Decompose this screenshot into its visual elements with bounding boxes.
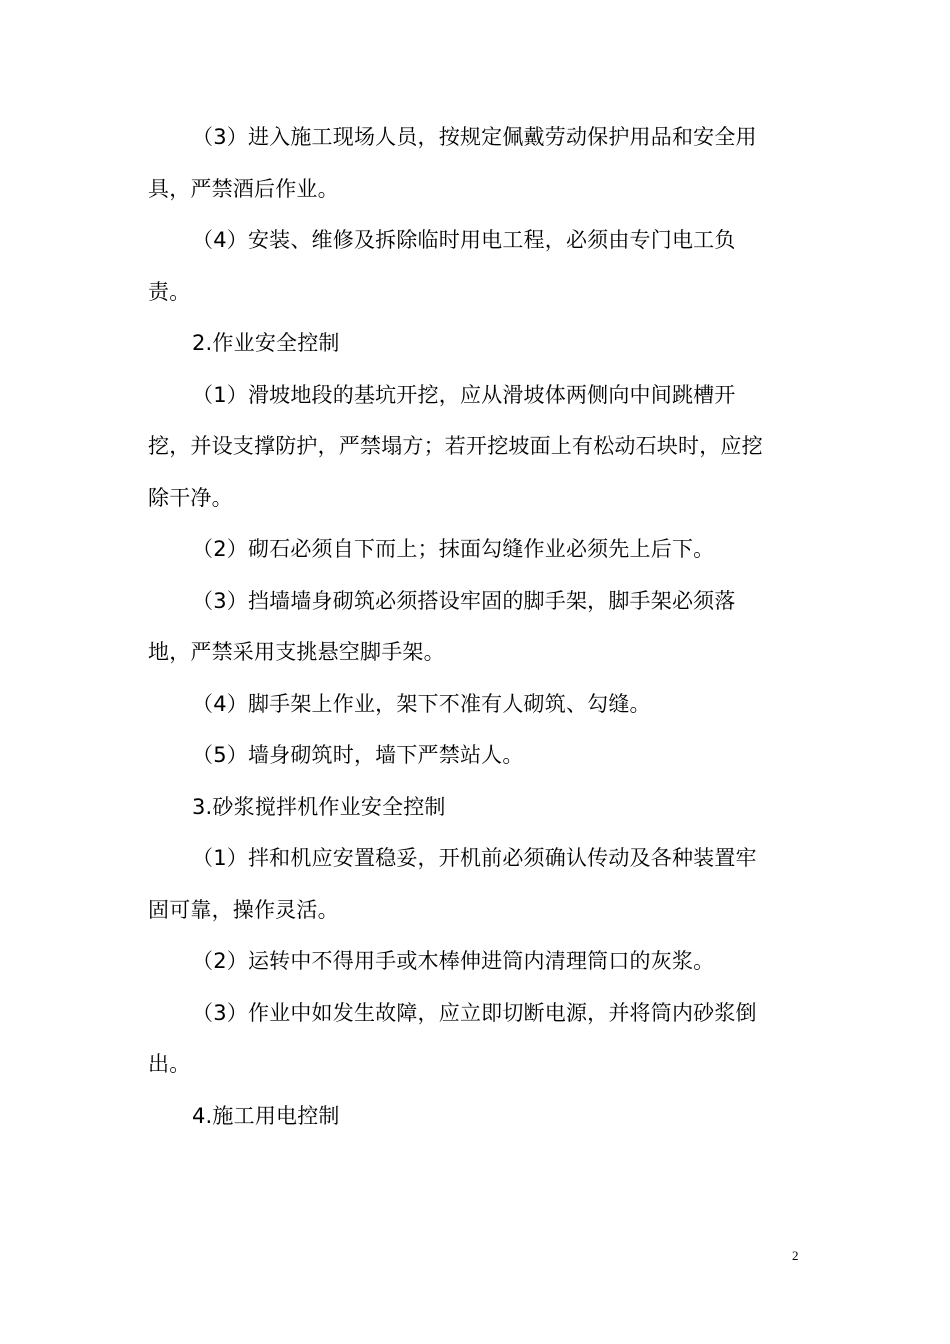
section-heading: 3.砂浆搅拌机作业安全控制 <box>192 794 446 819</box>
paragraph-line: （3）挡墙墙身砌筑必须搭设牢固的脚手架，脚手架必须落 <box>192 588 736 613</box>
paragraph-line: 挖，并设支撑防护，严禁塌方；若开挖坡面上有松动石块时，应挖 <box>148 434 763 458</box>
paragraph-line: 固可靠，操作灵活。 <box>148 897 339 922</box>
paragraph-line: 出。 <box>148 1052 191 1076</box>
page-number: 2 <box>792 1248 799 1263</box>
paragraph-line: 地，严禁采用支挑悬空脚手架。 <box>148 640 445 664</box>
document-body <box>148 112 808 1142</box>
paragraph-line: （2）砌石必须自下而上；抹面勾缝作业必须先上后下。 <box>192 537 715 561</box>
paragraph-line: （3）进入施工现场人员，按规定佩戴劳动保护用品和安全用 <box>192 125 757 149</box>
paragraph-line: （3）作业中如发生故障，应立即切断电源，并将筒内砂浆倒 <box>192 1000 757 1025</box>
paragraph-line: （2）运转中不得用手或木棒伸进筒内清理筒口的灰浆。 <box>192 949 715 973</box>
paragraph-line: 除干净。 <box>148 485 233 510</box>
section-heading: 4.施工用电控制 <box>192 1103 340 1128</box>
paragraph-line: （5）墙身砌筑时，墙下严禁站人。 <box>192 743 524 767</box>
paragraph-line: （4）脚手架上作业，架下不准有人砌筑、勾缝。 <box>192 691 651 716</box>
paragraph-line: 责。 <box>148 279 191 304</box>
section-heading: 2.作业安全控制 <box>192 331 340 355</box>
paragraph-line: （1）拌和机应安置稳妥，开机前必须确认传动及各种装置牢 <box>192 846 757 870</box>
paragraph-line: （4）安装、维修及拆除临时用电工程，必须由专门电工负 <box>192 228 736 252</box>
paragraph-line: （1）滑坡地段的基坑开挖，应从滑坡体两侧向中间跳槽开 <box>192 382 736 407</box>
paragraph-line: 具，严禁酒后作业。 <box>148 176 339 201</box>
